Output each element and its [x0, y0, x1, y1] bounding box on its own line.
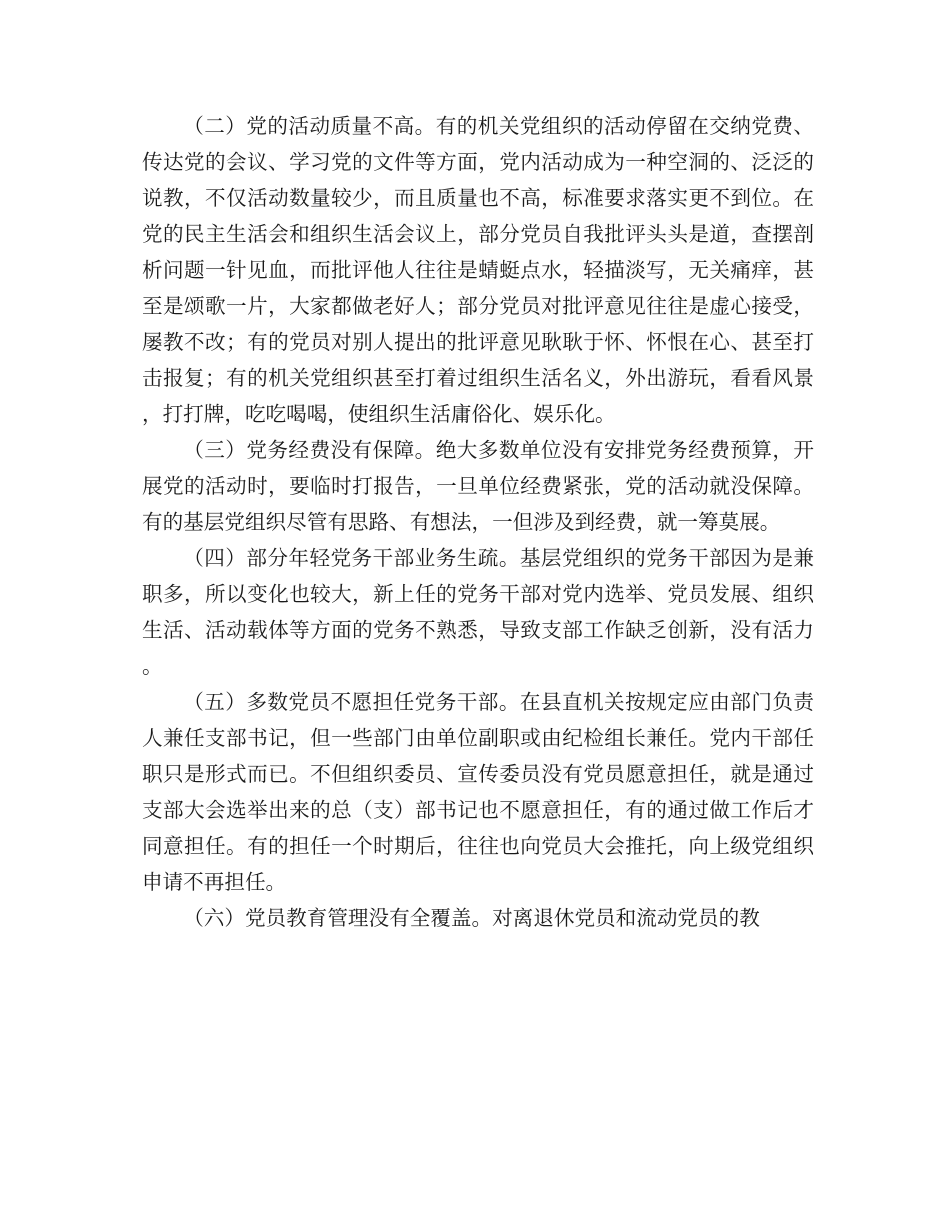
paragraph-six: （六）党员教育管理没有全覆盖。对离退休党员和流动党员的教 [183, 906, 760, 930]
document-page [142, 108, 814, 936]
paragraph-four: （四）部分年轻党务干部业务生疏。基层党组织的党务干部因为是兼职多，所以变化也较大，新上任的党务干部对党内选举、党员发展、组织生活、活动载体等方面的党务不熟悉，导致支部工作缺乏创新，没有活力。 [142, 546, 814, 678]
paragraph-five: （五）多数党员不愿担任党务干部。在县直机关按规定应由部门负责人兼任支部书记，但一些部门由单位副职或由纪检组长兼任。党内干部任职只是形式而已。不但组织委员、宣传委员没有党员愿意担任，就是通过支部大会选举出来的总（支）部书记也不愿意担任，有的通过做工作后才同意担任。有的担任一个时期后，往往也向党员大会推托，向上级党组织申请不再担任。 [142, 690, 814, 894]
paragraph-two: （二）党的活动质量不高。有的机关党组织的活动停留在交纳党费、传达党的会议、学习党的文件等方面，党内活动成为一种空洞的、泛泛的说教，不仅活动数量较少，而且质量也不高，标准要求落实更不到位。在党的民主生活会和组织生活会议上，部分党员自我批评头头是道，查摆剖析问题一针见血，而批评他人往往是蜻蜓点水，轻描淡写，无关痛痒，甚至是颂歌一片，大家都做老好人；部分党员对批评意见往往是虚心接受，屡教不改；有的党员对别人提出的批评意见耿耿于怀、怀恨在心、甚至打击报复；有的机关党组织甚至打着过组织生活名义，外出游玩，看看风景，打打牌，吃吃喝喝，使组织生活庸俗化、娱乐化。 [142, 114, 814, 426]
paragraph-three: （三）党务经费没有保障。绝大多数单位没有安排党务经费预算，开展党的活动时，要临时打报告，一旦单位经费紧张，党的活动就没保障。有的基层党组织尽管有思路、有想法，一但涉及到经费，就一筹莫展。 [142, 438, 814, 534]
